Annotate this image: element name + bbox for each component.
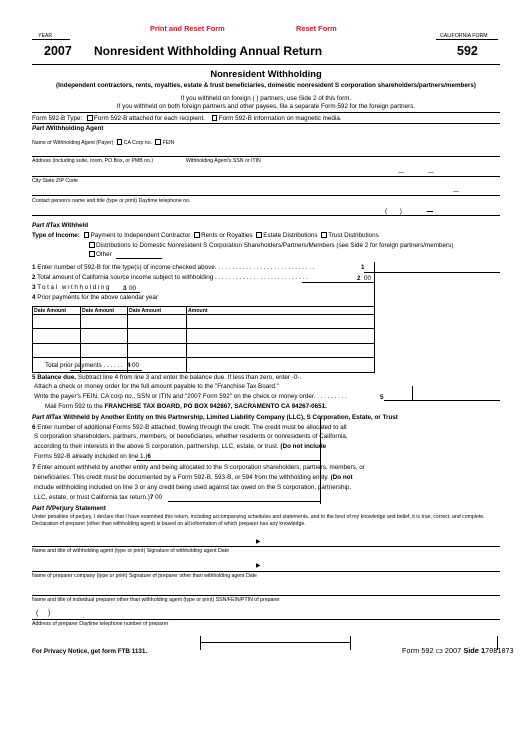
line-6a-text: Enter number of additional Forms 592-B attached, flowing through the credit. The credit must be allocated to all [37, 424, 347, 431]
table-header: Date Amount [128, 307, 187, 315]
line-6-field[interactable] [190, 451, 320, 459]
estate-distributions-checkbox[interactable] [256, 232, 262, 238]
subheader-title: Nonresident Withholding [210, 68, 322, 79]
table-cell[interactable] [128, 343, 187, 357]
footer-side: Side 1 [463, 646, 486, 655]
line-4-row: 4 Prior payments for the above calendar year [32, 294, 159, 301]
magnetic-media-checkbox[interactable] [212, 115, 218, 121]
form-592b-attached-checkbox[interactable] [87, 115, 93, 121]
preparer-address-label: Address of preparer Daytime telephone number of preparer [32, 621, 169, 627]
magnetic-media-label: Form 592-B information on magnetic media. [218, 115, 342, 122]
year: 2007 [44, 44, 72, 58]
foreign-partners-note: If you withheld on foreign ( ) partners, use Side 2 of this form. [180, 95, 352, 102]
table-cell[interactable] [187, 343, 375, 357]
table-cell[interactable] [81, 329, 128, 343]
form-592b-attached-label: Form 592-B attached for each recipient. [94, 115, 205, 122]
form-number: 592 [457, 44, 478, 58]
withholding-agent-name-field[interactable] [32, 145, 500, 155]
address-label: Address (including suite, room, PO Box, or PMB no.) [32, 158, 154, 164]
perjury-statement: Under penalties of perjury, I declare that I have examined this return, including accompanying schedules and statements, and to the best of my knowledge and belief, it is true, correct, and complete. Declaration of preparer (other than withholding agent) is based on all information of which preparer has any knowledge. [32, 514, 485, 527]
table-cell[interactable] [128, 315, 187, 329]
table-header: Date Amount [33, 307, 81, 315]
line-5-row: 5 Balance due. Subtract line 4 from line 3 and enter the balance due. If less than zero, enter -0-. [32, 374, 302, 381]
independent-contractor-checkbox[interactable] [84, 232, 90, 238]
footer-barcode-number: 7081073 [485, 647, 514, 655]
form-title: Nonresident Withholding Annual Return [94, 44, 323, 58]
table-row [33, 343, 375, 357]
part-3-heading: Part IIITax Withheld by Another Entity on this Partnership, Limited Liability Company (LLC), S Corporation, Estate, or Trust [32, 414, 398, 421]
line-3-field[interactable] [70, 283, 122, 292]
line-1-text: Enter number of 592-B for the type(s) of income checked above. . . . . . . . . . . . . . . . . . . . . . . . . . . . . [37, 264, 315, 271]
line-5-text: Subtract line 4 from line 3 and enter the balance due. If less than zero, enter -0-. [77, 374, 302, 381]
preparer-company-label: Name of preparer company (type or print) Signature of preparer other than withholding agent Date [32, 573, 257, 579]
other-income-checkbox[interactable] [89, 251, 95, 257]
preparer-phone-parens: ( ) [36, 610, 51, 617]
table-header: Amount [187, 307, 375, 315]
individual-preparer-label: Name and title of individual preparer other than withholding agent (type or print) SSN/FEIN/PTIN of preparer [32, 597, 280, 603]
line-1-row: 1 Enter number of 592-B for the type(s) of income checked above. . . . . . . . . . . . . . . . . . . . . . . . . . . . . [32, 264, 315, 271]
table-row [33, 315, 375, 329]
domestic-distributions-row [89, 242, 453, 250]
line-7-number: 7 [149, 494, 154, 501]
table-header: Date Amount [81, 307, 128, 315]
line-5-write-fein-text: Write the payer's FEIN, CA corp no., SSN or ITIN and "2007 Form 592" on the check or money order. . . . . . . . . . [34, 393, 347, 400]
line-4-text: Prior payments for the above calendar year [37, 294, 159, 301]
line-1-field[interactable] [366, 262, 500, 271]
line-7d-row [34, 494, 162, 502]
other-income-label: Other [96, 251, 112, 258]
part-4-heading: Part IVPerjury Statement [32, 505, 106, 512]
line-7c-text: include withholding included on line 3 or any credit being used against tax owed on the S corporation, partnership, [34, 484, 352, 491]
line-5-check-payable-text: Attach a check or money order for the full amount payable to the "Franchise Tax Board." [34, 383, 279, 390]
rents-royalties-label: Rents or Royalties [201, 232, 253, 239]
withholding-agent-ssn-label: Withholding Agent's SSN or ITIN [186, 158, 261, 164]
footer-form-number: Form 592 [402, 646, 434, 655]
preparer-signature-field[interactable] [32, 561, 500, 571]
privacy-notice: For Privacy Notice, get form FTB 1131. [32, 648, 148, 655]
line-6c-text: according to their interests in the above S corporation, partnership, LLC, estate, or trust. (Do not include [34, 443, 327, 450]
footer-form-reference [402, 646, 514, 657]
table-cell[interactable] [33, 343, 81, 357]
california-form-label: CALIFORNIA FORM [440, 33, 488, 39]
withholding-agent-signature-label: Name and title of withholding agent (type or print) Signature of withholding agent Date [32, 548, 229, 554]
type-of-income-row [32, 232, 379, 240]
fein-label: FEIN [162, 140, 175, 146]
estate-distributions-label: Estate Distributions [263, 232, 318, 239]
line-4-number: 4 [127, 362, 131, 369]
line-3-cents: 00 [129, 285, 137, 292]
contact-person-label: Contact person's name and title (type or print) Daytime telephone no. [32, 198, 191, 204]
table-cell[interactable] [81, 315, 128, 329]
line-5-field[interactable] [386, 392, 500, 400]
line-6-number: 6 [147, 453, 151, 460]
part-2-heading: Part IITax Withheld [32, 222, 89, 229]
line-3-number: 3 [123, 285, 127, 292]
independent-contractor-label: Payment to Independent Contractor [90, 232, 191, 239]
total-prior-payments-label: Total prior payments . . . . . . [45, 362, 123, 369]
telephone-parens: ( ) [385, 208, 402, 215]
line-2-cents: 00 [364, 275, 372, 282]
preparer-address-field[interactable] [32, 608, 500, 618]
prior-payments-header-row [33, 307, 375, 315]
line-3-text: Total withholding [37, 284, 112, 291]
subheader-subtitle: (Independent contractors, rents, royalties, estate & trust beneficiaries, domestic nonresident S corporation shareholders/partners/members) [56, 82, 476, 89]
form-592b-type-row [32, 115, 342, 123]
table-cell[interactable] [81, 343, 128, 357]
line-1-number: 1 [361, 264, 365, 271]
part-1-heading: Part IWithholding Agent [32, 125, 104, 132]
domestic-distributions-checkbox[interactable] [89, 242, 95, 248]
ca-corp-checkbox[interactable] [117, 139, 123, 145]
line-7a-text: Enter amount withheld by another entity and being allocated to the S corporation shareholders, partners, members, or [37, 464, 365, 471]
domestic-distributions-label: Distributions to Domestic Nonresident S Corporation Shareholders/Partners/Members (see Side 2 for foreign partners/members) [96, 242, 454, 249]
city-state-zip-field[interactable] [32, 184, 500, 194]
ca-corp-label: CA Corp no. [123, 140, 153, 146]
table-cell[interactable] [187, 315, 375, 329]
line-4-field[interactable] [70, 361, 126, 369]
year-label: YEAR [38, 33, 53, 39]
line-2-number: 2 [357, 275, 361, 282]
city-state-zip-label: City State ZIP Code [32, 178, 78, 184]
individual-preparer-field[interactable] [32, 584, 500, 594]
line-7b-text: beneficiaries. This credit must be documented by a Form 592-B, 593-B, or 594 from the withholding entity. (Do not [34, 474, 353, 481]
contact-person-field[interactable] [32, 204, 500, 214]
table-row [33, 329, 375, 343]
table-cell[interactable] [187, 358, 375, 372]
line-4-cents: 00 [132, 362, 140, 369]
table-cell[interactable] [187, 329, 375, 343]
print-and-reset-form-button[interactable]: Print and Reset Form [150, 24, 225, 33]
line-7-cents: 00 [155, 494, 163, 501]
reset-form-button[interactable]: Reset Form [296, 24, 337, 33]
line-7-field[interactable] [168, 492, 318, 500]
line-7a-row: 7 Enter amount withheld by another entity and being allocated to the S corporation shareholders, partners, members, or [32, 464, 365, 471]
other-income-row [89, 251, 112, 259]
balance-due-label: Balance due. [37, 374, 77, 381]
footer-form-code: C3 [435, 649, 443, 655]
line-6b-text: S corporation shareholders, partners, members, or beneficiaries, whether residents or nonresidents of California, [34, 433, 348, 440]
address-field[interactable] [32, 165, 500, 175]
rents-royalties-checkbox[interactable] [194, 232, 200, 238]
line-3-row: 3 Total withholding [32, 284, 112, 291]
line-2-row: 2 Total amount of California source income subject to withholding . . . . . . . . . . . . . . . . . . . . . . . . . . . [32, 274, 308, 281]
line-2-field[interactable] [302, 272, 356, 281]
separate-form-note: If you withheld on both foreign partners and other payees, file a separate Form 592 for the foreign partners. [116, 103, 416, 110]
signature-arrow-icon: ▶ [256, 563, 261, 569]
line-6d-text: Forms 592-B already included on line 1.) [34, 453, 148, 460]
trust-distributions-checkbox[interactable] [321, 232, 327, 238]
table-cell[interactable] [128, 329, 187, 343]
line-5-number: 5 [380, 394, 384, 401]
line-2-text: Total amount of California source income subject to withholding . . . . . . . . . . . . . . . . . . . . . . . . . . . [37, 274, 308, 281]
type-of-income-label: Type of Income: [32, 232, 80, 239]
line-6a-row: 6 Enter number of additional Forms 592-B attached, flowing through the credit. The credit must be allocated to all [32, 424, 347, 431]
footer-year: 2007 [444, 646, 462, 655]
form-592b-type-label: Form 592-B Type: [32, 115, 83, 122]
fein-checkbox[interactable] [155, 139, 161, 145]
table-cell[interactable] [33, 315, 81, 329]
line-7d-text: LLC, estate, or trust California tax return.) [34, 494, 150, 501]
withholding-agent-signature-field[interactable] [32, 536, 500, 546]
table-cell[interactable] [33, 329, 81, 343]
signature-arrow-icon: ▶ [256, 539, 261, 545]
withholding-agent-name-label: Name of Withholding Agent (Payer) [32, 140, 114, 146]
line-6d-row [34, 453, 151, 461]
line-5-mail-text: Mail Form 592 to the FRANCHISE TAX BOARD, PO BOX 942867, SACRAMENTO CA 94267-0651. [45, 403, 327, 410]
trust-distributions-label: Trust Distributions [328, 232, 379, 239]
